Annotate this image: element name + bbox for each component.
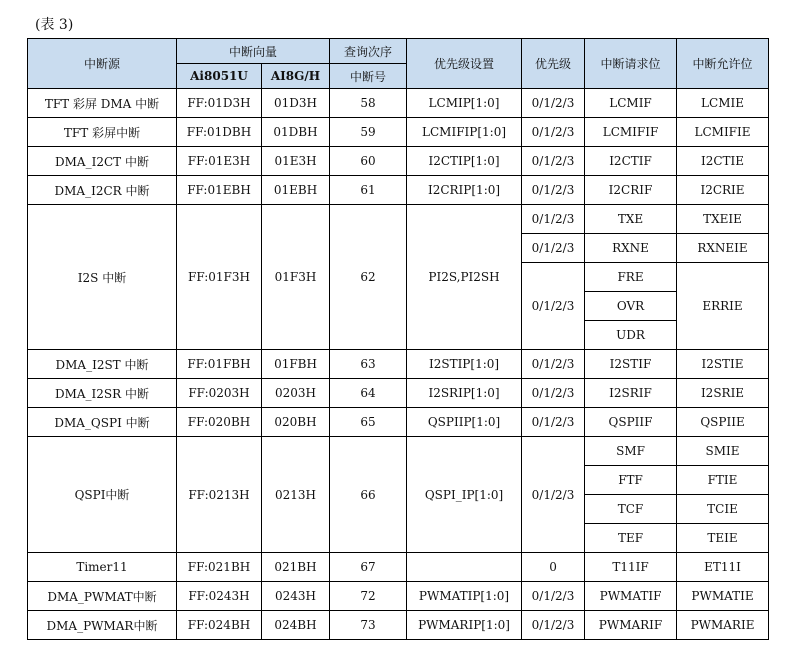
cell-vector-ai8g: 024BH: [262, 611, 330, 640]
cell-enable-bit: I2SRIE: [677, 379, 769, 408]
cell-enable-bit: TXEIE: [677, 205, 769, 234]
header-priority-setting: 优先级设置: [407, 39, 522, 89]
cell-priority-setting: I2CTIP[1:0]: [407, 147, 522, 176]
cell-priority-setting: I2CRIP[1:0]: [407, 176, 522, 205]
cell-request-bit: TXE: [585, 205, 677, 234]
cell-enable-bit: ET11I: [677, 553, 769, 582]
cell-source: I2S 中断: [28, 205, 177, 350]
cell-enable-bit: I2CRIE: [677, 176, 769, 205]
cell-enable-bit: FTIE: [677, 466, 769, 495]
cell-vector-ai8051u: FF:01FBH: [177, 350, 262, 379]
cell-vector-ai8g: 01D3H: [262, 89, 330, 118]
cell-enable-bit: LCMIE: [677, 89, 769, 118]
table-row: [28, 89, 769, 118]
cell-irq-no: 59: [330, 118, 407, 147]
cell-vector-ai8051u: FF:01DBH: [177, 118, 262, 147]
cell-enable-bit: TCIE: [677, 495, 769, 524]
cell-vector-ai8g: 01EBH: [262, 176, 330, 205]
cell-source: DMA_PWMAT中断: [28, 582, 177, 611]
cell-source: DMA_I2CR 中断: [28, 176, 177, 205]
cell-vector-ai8051u: FF:01EBH: [177, 176, 262, 205]
cell-vector-ai8g: 0203H: [262, 379, 330, 408]
cell-vector-ai8051u: FF:021BH: [177, 553, 262, 582]
cell-request-bit: I2CTIF: [585, 147, 677, 176]
cell-priority-setting: I2SRIP[1:0]: [407, 379, 522, 408]
header-ai8051u: Ai8051U: [177, 64, 262, 89]
cell-priority-setting: PWMARIP[1:0]: [407, 611, 522, 640]
table-row: [28, 582, 769, 611]
cell-source: DMA_I2ST 中断: [28, 350, 177, 379]
cell-vector-ai8051u: FF:0203H: [177, 379, 262, 408]
cell-source: TFT 彩屏中断: [28, 118, 177, 147]
cell-vector-ai8g: 0243H: [262, 582, 330, 611]
cell-irq-no: 63: [330, 350, 407, 379]
cell-priority-setting: PI2S,PI2SH: [407, 205, 522, 350]
cell-irq-no: 58: [330, 89, 407, 118]
cell-vector-ai8g: 01DBH: [262, 118, 330, 147]
cell-irq-no: 62: [330, 205, 407, 350]
cell-irq-no: 65: [330, 408, 407, 437]
cell-enable-bit: SMIE: [677, 437, 769, 466]
cell-priority-setting: I2STIP[1:0]: [407, 350, 522, 379]
table-row: [28, 553, 769, 582]
cell-source: QSPI中断: [28, 437, 177, 553]
table-row: [28, 176, 769, 205]
cell-irq-no: 66: [330, 437, 407, 553]
table-caption: (表 3): [35, 17, 74, 33]
cell-source: Timer11: [28, 553, 177, 582]
header-vector: 中断向量: [177, 39, 330, 64]
cell-source: TFT 彩屏 DMA 中断: [28, 89, 177, 118]
cell-priority: 0/1/2/3: [522, 234, 585, 263]
cell-irq-no: 72: [330, 582, 407, 611]
cell-priority-setting: [407, 553, 522, 582]
cell-enable-bit: LCMIFIE: [677, 118, 769, 147]
cell-enable-bit: PWMATIE: [677, 582, 769, 611]
table-row: [28, 205, 769, 234]
header-ai8g: AI8G/H: [262, 64, 330, 89]
cell-vector-ai8g: 01F3H: [262, 205, 330, 350]
cell-enable-bit: QSPIIE: [677, 408, 769, 437]
cell-request-bit: UDR: [585, 321, 677, 350]
cell-enable-bit: PWMARIE: [677, 611, 769, 640]
cell-request-bit: LCMIFIF: [585, 118, 677, 147]
cell-priority: 0/1/2/3: [522, 205, 585, 234]
cell-vector-ai8051u: FF:0243H: [177, 582, 262, 611]
cell-request-bit: PWMARIF: [585, 611, 677, 640]
cell-priority: 0/1/2/3: [522, 263, 585, 350]
cell-priority: 0/1/2/3: [522, 176, 585, 205]
cell-priority-setting: PWMATIP[1:0]: [407, 582, 522, 611]
cell-priority: 0: [522, 553, 585, 582]
table-row: [28, 118, 769, 147]
cell-priority: 0/1/2/3: [522, 350, 585, 379]
cell-request-bit: I2SRIF: [585, 379, 677, 408]
cell-request-bit: TCF: [585, 495, 677, 524]
cell-vector-ai8051u: FF:020BH: [177, 408, 262, 437]
header-priority: 优先级: [522, 39, 585, 89]
table-row: [28, 350, 769, 379]
cell-vector-ai8g: 01FBH: [262, 350, 330, 379]
cell-request-bit: I2STIF: [585, 350, 677, 379]
cell-vector-ai8051u: FF:024BH: [177, 611, 262, 640]
cell-request-bit: QSPIIF: [585, 408, 677, 437]
cell-request-bit: RXNE: [585, 234, 677, 263]
cell-priority: 0/1/2/3: [522, 147, 585, 176]
cell-vector-ai8051u: FF:01E3H: [177, 147, 262, 176]
table-row: [28, 147, 769, 176]
cell-priority: 0/1/2/3: [522, 437, 585, 553]
cell-request-bit: T11IF: [585, 553, 677, 582]
header-source: 中断源: [28, 39, 177, 89]
cell-source: DMA_PWMAR中断: [28, 611, 177, 640]
cell-source: DMA_QSPI 中断: [28, 408, 177, 437]
cell-priority: 0/1/2/3: [522, 118, 585, 147]
header-query-order: 查询次序: [330, 39, 407, 64]
cell-vector-ai8g: 020BH: [262, 408, 330, 437]
cell-priority: 0/1/2/3: [522, 379, 585, 408]
header-irq-no: 中断号: [330, 64, 407, 89]
cell-vector-ai8051u: FF:01D3H: [177, 89, 262, 118]
cell-source: DMA_I2SR 中断: [28, 379, 177, 408]
cell-enable-bit: TEIE: [677, 524, 769, 553]
cell-request-bit: LCMIF: [585, 89, 677, 118]
cell-source: DMA_I2CT 中断: [28, 147, 177, 176]
cell-enable-bit: I2CTIE: [677, 147, 769, 176]
cell-irq-no: 64: [330, 379, 407, 408]
cell-priority: 0/1/2/3: [522, 582, 585, 611]
cell-priority-setting: QSPI_IP[1:0]: [407, 437, 522, 553]
cell-irq-no: 60: [330, 147, 407, 176]
cell-enable-bit: RXNEIE: [677, 234, 769, 263]
cell-vector-ai8g: 01E3H: [262, 147, 330, 176]
header-request-bit: 中断请求位: [585, 39, 677, 89]
cell-request-bit: I2CRIF: [585, 176, 677, 205]
cell-irq-no: 61: [330, 176, 407, 205]
cell-request-bit: FTF: [585, 466, 677, 495]
cell-enable-bit: ERRIE: [677, 263, 769, 350]
cell-vector-ai8051u: FF:01F3H: [177, 205, 262, 350]
cell-request-bit: PWMATIF: [585, 582, 677, 611]
cell-priority: 0/1/2/3: [522, 611, 585, 640]
cell-request-bit: SMF: [585, 437, 677, 466]
interrupt-table: [27, 38, 769, 640]
cell-request-bit: FRE: [585, 263, 677, 292]
header-enable-bit: 中断允许位: [677, 39, 769, 89]
cell-request-bit: TEF: [585, 524, 677, 553]
table-row: [28, 408, 769, 437]
cell-request-bit: OVR: [585, 292, 677, 321]
cell-vector-ai8g: 0213H: [262, 437, 330, 553]
cell-irq-no: 73: [330, 611, 407, 640]
table-row: [28, 437, 769, 466]
cell-enable-bit: I2STIE: [677, 350, 769, 379]
cell-priority-setting: LCMIFIP[1:0]: [407, 118, 522, 147]
cell-priority: 0/1/2/3: [522, 89, 585, 118]
cell-vector-ai8g: 021BH: [262, 553, 330, 582]
table-row: [28, 611, 769, 640]
cell-priority-setting: LCMIP[1:0]: [407, 89, 522, 118]
cell-priority: 0/1/2/3: [522, 408, 585, 437]
cell-irq-no: 67: [330, 553, 407, 582]
cell-priority-setting: QSPIIP[1:0]: [407, 408, 522, 437]
table-row: [28, 379, 769, 408]
cell-vector-ai8051u: FF:0213H: [177, 437, 262, 553]
